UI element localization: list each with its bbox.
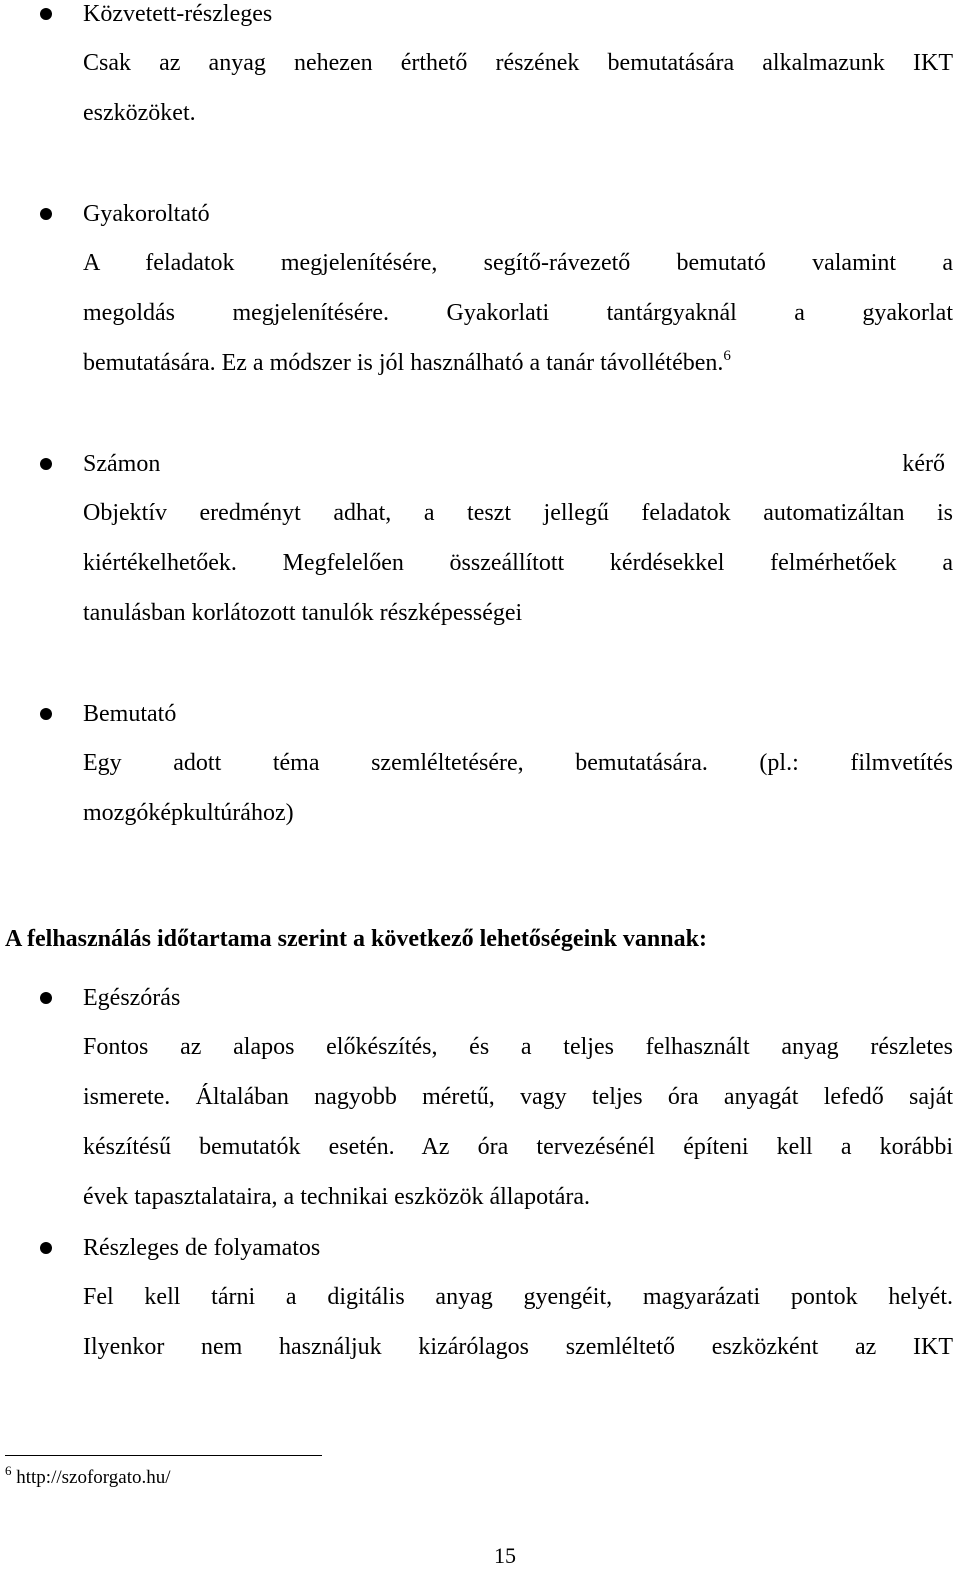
bullet-icon	[40, 1242, 52, 1254]
footnote-number: 6	[5, 1463, 12, 1478]
footnote	[5, 1463, 171, 1489]
item-line: Fel kell tárni a digitális anyag gyengéit, magyarázati pontok helyét.	[83, 1284, 953, 1310]
item-title: Számon	[83, 451, 161, 477]
item-line: Egy adott téma szemléltetésére, bemutatására. (pl.: filmvetítés	[83, 750, 953, 776]
item-line: Csak az anyag nehezen érthető részének bemutatására alkalmazunk IKT	[83, 50, 953, 76]
item-line: Objektív eredményt adhat, a teszt jellegű feladatok automatizáltan is	[83, 500, 953, 526]
item-line: A feladatok megjelenítésére, segítő-rávezető bemutató valamint a	[83, 250, 953, 276]
item-line: kiértékelhetőek. Megfelelően összeállított kérdésekkel felmérhetőek a	[83, 550, 953, 576]
bullet-icon	[40, 458, 52, 470]
page-number: 15	[494, 1543, 516, 1568]
item-line: bemutatására. Ez a módszer is jól használható a tanár távollétében.	[83, 350, 724, 376]
item-title: Részleges de folyamatos	[83, 1235, 321, 1261]
section-heading: A felhasználás időtartama szerint a következő lehetőségeink vannak:	[5, 926, 707, 952]
item-title: Egészórás	[83, 985, 181, 1011]
item-line: eszközöket.	[83, 100, 196, 126]
item-line: Fontos az alapos előkészítés, és a teljes felhasznált anyag részletes	[83, 1034, 953, 1060]
item-line: megoldás megjelenítésére. Gyakorlati tantárgyaknál a gyakorlat	[83, 300, 953, 326]
item-line: Ilyenkor nem használjuk kizárólagos szemléltető eszközként az IKT	[83, 1334, 953, 1360]
bullet-icon	[40, 992, 52, 1004]
bullet-icon	[40, 8, 52, 20]
item-line: mozgóképkultúrához)	[83, 800, 294, 826]
item-line-with-footnote	[83, 349, 953, 377]
footnote-separator	[5, 1455, 322, 1456]
footnote-text: http://szoforgato.hu/	[16, 1467, 171, 1488]
footnote-ref: 6	[723, 348, 731, 364]
item-line: ismerete. Általában nagyobb méretű, vagy teljes óra anyagát lefedő saját	[83, 1084, 953, 1110]
item-line: készítésű bemutatók esetén. Az óra tervezésénél építeni kell a korábbi	[83, 1134, 953, 1160]
item-title-row	[83, 450, 953, 478]
bullet-icon	[40, 208, 52, 220]
item-title: Közvetett-részleges	[83, 1, 273, 27]
item-line: tanulásban korlátozott tanulók részképességei	[83, 600, 523, 626]
item-line: évek tapasztalataira, a technikai eszközök állapotára.	[83, 1184, 591, 1210]
item-title-right: kérő	[902, 451, 945, 477]
item-title: Bemutató	[83, 701, 177, 727]
bullet-icon	[40, 708, 52, 720]
item-title: Gyakoroltató	[83, 201, 210, 227]
